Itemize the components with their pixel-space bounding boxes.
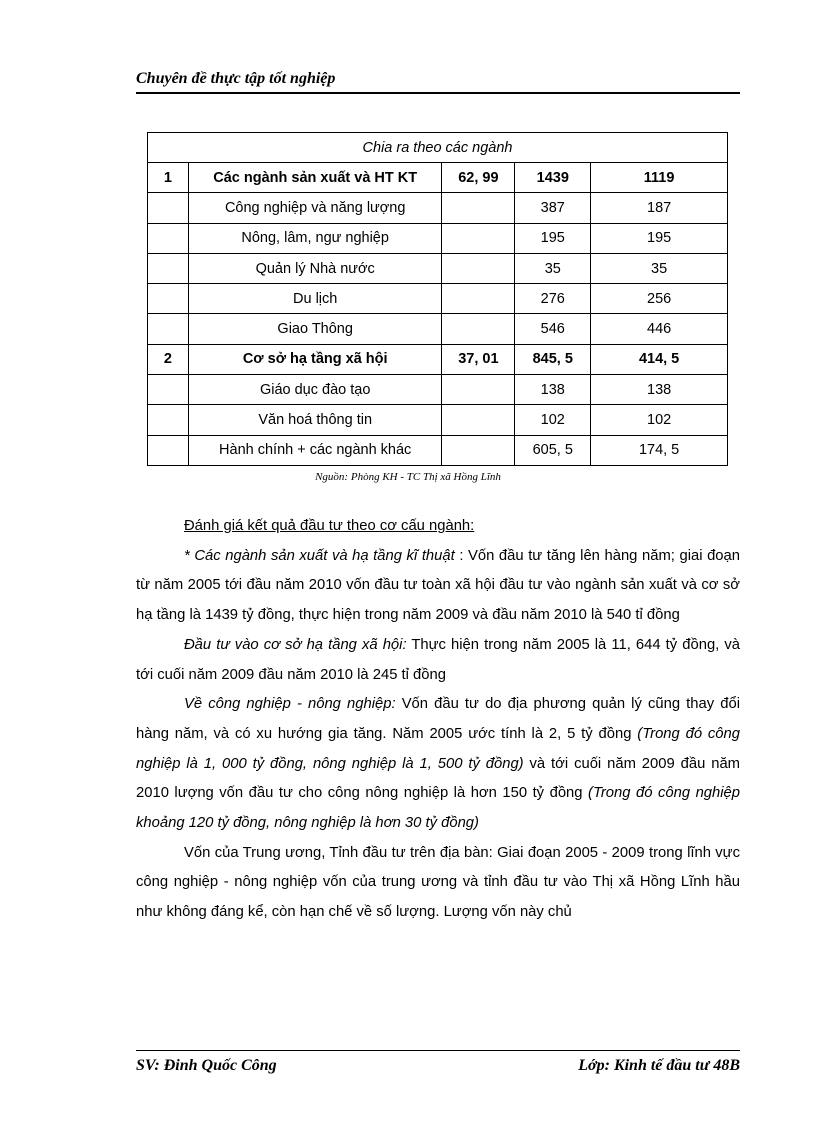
p3-text1: Vốn đầu tư do địa phương quản lý cũng thay đổi hàng năm, và có xu hướng gia tăng. Năm 2005 ước tính là 2, 5 tỷ đồng	[136, 696, 740, 742]
cell-percent	[442, 435, 515, 465]
page-header	[136, 68, 740, 94]
header-title: Chuyên đề thực tập tốt nghiệp	[136, 70, 336, 87]
cell-no	[148, 253, 189, 283]
cell-name: Nông, lâm, ngư nghiệp	[188, 223, 441, 253]
cell-name: Cơ sở hạ tầng xã hội	[188, 344, 441, 374]
cell-value-2: 187	[591, 193, 728, 223]
body-text	[136, 512, 740, 928]
cell-no: 2	[148, 344, 189, 374]
cell-no: 1	[148, 163, 189, 193]
paragraph-2	[136, 631, 740, 690]
cell-no	[148, 435, 189, 465]
cell-no	[148, 314, 189, 344]
paragraph-4: Vốn của Trung ương, Tỉnh đầu tư trên địa bàn: Giai đoạn 2005 - 2009 trong lĩnh vực công nghiệp - nông nghiệp vốn của trung ương và tỉnh đầu tư vào Thị xã Hồng Lĩnh hầu như không đáng kể, còn hạn chế về số lượng. Lượng vốn này chủ	[136, 844, 740, 921]
table-row	[148, 435, 728, 465]
cell-no	[148, 405, 189, 435]
cell-percent	[442, 375, 515, 405]
cell-value-2: 138	[591, 375, 728, 405]
p2-italic: Đầu tư vào cơ sở hạ tầng xã hội:	[184, 636, 407, 653]
cell-no	[148, 375, 189, 405]
cell-percent: 62, 99	[442, 163, 515, 193]
investment-table	[147, 132, 728, 466]
table-source: Nguồn: Phòng KH - TC Thị xã Hồng Lĩnh	[315, 471, 501, 483]
table-row	[148, 375, 728, 405]
cell-value-1: 1439	[515, 163, 591, 193]
table-row	[148, 253, 728, 283]
footer-class: Lớp: Kinh tế đầu tư 48B	[578, 1057, 740, 1074]
paragraph-1	[136, 542, 740, 631]
cell-value-2: 174, 5	[591, 435, 728, 465]
cell-value-1: 546	[515, 314, 591, 344]
cell-percent: 37, 01	[442, 344, 515, 374]
cell-percent	[442, 223, 515, 253]
cell-value-1: 35	[515, 253, 591, 283]
cell-percent	[442, 284, 515, 314]
cell-value-2: 102	[591, 405, 728, 435]
cell-no	[148, 284, 189, 314]
cell-no	[148, 193, 189, 223]
cell-percent	[442, 253, 515, 283]
p3-italic: Về công nghiệp - nông nghiệp:	[184, 696, 396, 713]
cell-name: Quản lý Nhà nước	[188, 253, 441, 283]
section-heading: Đánh giá kết quả đầu tư theo cơ cấu ngành:	[184, 518, 475, 534]
cell-value-1: 845, 5	[515, 344, 591, 374]
cell-value-2: 195	[591, 223, 728, 253]
table-title: Chia ra theo các ngành	[148, 133, 728, 163]
table-row	[148, 193, 728, 223]
p3-text2: và tới cuối năm 2009 đầu năm 2010 lượng vốn đầu tư cho công nông nghiệp là hơn 150 tỷ đồng	[136, 755, 741, 802]
paragraph-3	[136, 690, 740, 839]
page-footer	[136, 1050, 740, 1079]
p1-italic: * Các ngành sản xuất và hạ tầng kĩ thuật	[184, 547, 455, 564]
cell-value-1: 102	[515, 405, 591, 435]
cell-value-2: 414, 5	[591, 344, 728, 374]
footer-student: SV: Đinh Quốc Công	[136, 1057, 277, 1074]
cell-name: Công nghiệp và năng lượng	[188, 193, 441, 223]
cell-value-2: 1119	[591, 163, 728, 193]
cell-name: Du lịch	[188, 284, 441, 314]
p3-italic3: (Trong đó công nghiệp khoảng 120 tỷ đồng, nông nghiệp là hơn 30 tỷ đồng)	[136, 785, 740, 832]
cell-percent	[442, 405, 515, 435]
cell-name: Giáo dục đào tạo	[188, 375, 441, 405]
table-row	[148, 344, 728, 374]
p3-italic2: (Trong đó công nghiệp là 1, 000 tỷ đồng, nông nghiệp là 1, 500 tỷ đồng)	[136, 725, 740, 772]
cell-value-2: 256	[591, 284, 728, 314]
cell-no	[148, 223, 189, 253]
table-row	[148, 284, 728, 314]
cell-value-1: 387	[515, 193, 591, 223]
cell-value-1: 195	[515, 223, 591, 253]
table-row	[148, 163, 728, 193]
table-row	[148, 314, 728, 344]
cell-percent	[442, 314, 515, 344]
cell-name: Văn hoá thông tin	[188, 405, 441, 435]
cell-value-2: 446	[591, 314, 728, 344]
table-row	[148, 405, 728, 435]
cell-percent	[442, 193, 515, 223]
cell-name: Hành chính + các ngành khác	[188, 435, 441, 465]
cell-value-1: 276	[515, 284, 591, 314]
p1-text: : Vốn đầu tư tăng lên hàng năm; giai đoạn từ năm 2005 tới đầu năm 2010 vốn đầu tư toàn xã hội đầu tư vào ngành sản xuất và cơ sở hạ tầng là 1439 tỷ đồng, thực hiện trong năm 2009 và đầu năm 2010 là 540 tỉ đồng	[136, 547, 740, 624]
cell-value-1: 605, 5	[515, 435, 591, 465]
table-row	[148, 223, 728, 253]
p2-text: Thực hiện trong năm 2005 là 11, 644 tỷ đồng, và tới cuối năm 2009 đầu năm 2010 là 245 tỉ đồng	[136, 636, 740, 683]
cell-value-2: 35	[591, 253, 728, 283]
cell-value-1: 138	[515, 375, 591, 405]
cell-name: Các ngành sản xuất và HT KT	[188, 163, 441, 193]
cell-name: Giao Thông	[188, 314, 441, 344]
